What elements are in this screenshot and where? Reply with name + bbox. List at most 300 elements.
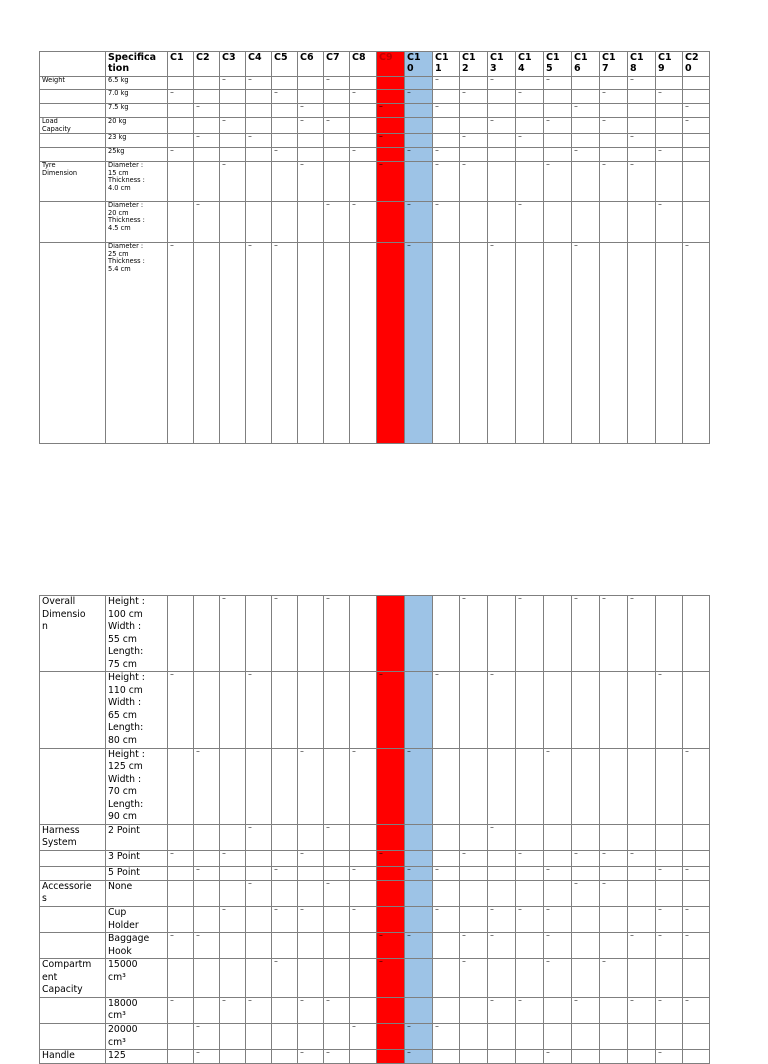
cell-c7 [324,162,350,202]
spec-label: Diameter : 25 cm Thickness : 5.4 cm [106,243,168,444]
cell-c13 [488,596,516,672]
cell-c14 [516,104,544,118]
cell-c8 [350,850,377,866]
cell-c3 [220,162,246,202]
check-mark-icon: ⌣ [407,242,411,250]
table-row [40,134,710,148]
cell-c6 [298,77,324,90]
cell-c3 [220,202,246,243]
check-mark-icon: ⌣ [274,147,278,155]
column-header-c3 [220,52,246,77]
spec-label: 2 Point [106,824,168,850]
check-mark-icon: ⌣ [658,671,662,679]
cell-c14 [516,162,544,202]
table-row [40,1023,710,1049]
cell-c16 [572,907,600,933]
cell-c10 [405,162,433,202]
cell-c15 [544,134,572,148]
cell-c5 [272,243,298,444]
cell-c5 [272,1050,298,1064]
check-mark-icon: ⌣ [326,201,330,209]
cell-c1 [168,997,194,1023]
cell-c9 [377,596,405,672]
cell-c3 [220,933,246,959]
cell-c10 [405,933,433,959]
cell-c7 [324,672,350,748]
column-header-c9 [377,52,405,77]
table-row [40,596,710,672]
cell-c1 [168,933,194,959]
cell-c6 [298,134,324,148]
check-mark-icon: ⌣ [574,850,578,857]
check-mark-icon: ⌣ [546,117,550,124]
group-label [40,907,106,933]
check-mark-icon: ⌣ [685,117,689,124]
cell-c3 [220,90,246,104]
cell-c11 [433,202,460,243]
cell-c19 [656,202,683,243]
cell-c4 [246,596,272,672]
cell-c14 [516,907,544,933]
cell-c11 [433,162,460,202]
cell-c17 [600,118,628,134]
cell-c7 [324,596,350,672]
cell-c6 [298,1050,324,1064]
cell-c13 [488,104,516,118]
check-mark-icon: ⌣ [352,866,356,873]
column-header-label: C4 [248,52,262,63]
cell-c15 [544,118,572,134]
cell-c18 [628,1050,656,1064]
cell-c19 [656,933,683,959]
cell-c2 [194,880,220,906]
cell-c19 [656,672,683,748]
group-label: Overall Dimensio n [40,596,106,672]
cell-c4 [246,866,272,880]
column-header-c5 [272,52,298,77]
cell-c12 [460,90,488,104]
cell-c16 [572,997,600,1023]
cell-c20 [683,880,710,906]
cell-c15 [544,997,572,1023]
check-mark-icon: ⌣ [435,866,439,873]
check-mark-icon: ⌣ [379,103,383,110]
column-header-c1 [168,52,194,77]
cell-c12 [460,104,488,118]
cell-c10 [405,824,433,850]
cell-c19 [656,243,683,444]
group-label: Handle [40,1050,106,1064]
cell-c9 [377,134,405,148]
spec-label: Height : 100 cm Width : 55 cm Length: 75 cm [106,596,168,672]
check-mark-icon: ⌣ [602,117,606,124]
cell-c8 [350,118,377,134]
cell-c20 [683,748,710,824]
table-row [40,866,710,880]
cell-c7 [324,104,350,118]
cell-c1 [168,162,194,202]
cell-c1 [168,748,194,824]
cell-c16 [572,880,600,906]
check-mark-icon: ⌣ [407,866,411,873]
cell-c6 [298,672,324,748]
cell-c17 [600,202,628,243]
cell-c15 [544,748,572,824]
cell-c14 [516,596,544,672]
cell-c11 [433,880,460,906]
cell-c4 [246,243,272,444]
cell-c19 [656,907,683,933]
cell-c13 [488,907,516,933]
cell-c10 [405,959,433,998]
check-mark-icon: ⌣ [248,997,252,1004]
check-mark-icon: ⌣ [300,748,304,755]
header-row [40,52,710,77]
check-mark-icon: ⌣ [518,133,522,141]
check-mark-icon: ⌣ [170,997,174,1004]
check-mark-icon: ⌣ [379,850,383,857]
cell-c18 [628,118,656,134]
cell-c14 [516,866,544,880]
table-row [40,77,710,90]
cell-c18 [628,748,656,824]
cell-c15 [544,933,572,959]
cell-c1 [168,90,194,104]
cell-c20 [683,1023,710,1049]
cell-c1 [168,1023,194,1049]
cell-c18 [628,202,656,243]
cell-c20 [683,824,710,850]
cell-c11 [433,90,460,104]
cell-c17 [600,243,628,444]
cell-c6 [298,118,324,134]
cell-c5 [272,104,298,118]
cell-c8 [350,243,377,444]
cell-c8 [350,162,377,202]
cell-c3 [220,134,246,148]
cell-c19 [656,90,683,104]
cell-c16 [572,1050,600,1064]
check-mark-icon: ⌣ [435,103,439,110]
cell-c16 [572,162,600,202]
column-header-label: C1 0 [407,52,421,75]
column-header-c14 [516,52,544,77]
cell-c4 [246,933,272,959]
cell-c20 [683,90,710,104]
cell-c16 [572,824,600,850]
cell-c1 [168,202,194,243]
check-mark-icon: ⌣ [546,958,550,966]
spec-label: None [106,880,168,906]
check-mark-icon: ⌣ [435,671,439,679]
cell-c2 [194,134,220,148]
cell-c17 [600,997,628,1023]
check-mark-icon: ⌣ [685,242,689,250]
cell-c19 [656,880,683,906]
cell-c9 [377,148,405,162]
cell-c4 [246,104,272,118]
column-header-label: C5 [274,52,288,63]
cell-c9 [377,1023,405,1049]
check-mark-icon: ⌣ [435,161,439,169]
cell-c6 [298,824,324,850]
cell-c10 [405,148,433,162]
cell-c5 [272,90,298,104]
cell-c20 [683,866,710,880]
cell-c3 [220,997,246,1023]
cell-c8 [350,90,377,104]
cell-c10 [405,748,433,824]
column-header-c8 [350,52,377,77]
check-mark-icon: ⌣ [518,201,522,209]
cell-c5 [272,1023,298,1049]
check-mark-icon: ⌣ [300,906,304,914]
cell-c8 [350,866,377,880]
check-mark-icon: ⌣ [274,958,278,966]
cell-c13 [488,162,516,202]
check-mark-icon: ⌣ [546,161,550,169]
cell-c13 [488,148,516,162]
cell-c15 [544,907,572,933]
cell-c9 [377,202,405,243]
cell-c18 [628,134,656,148]
cell-c18 [628,850,656,866]
check-mark-icon: ⌣ [170,89,174,96]
check-mark-icon: ⌣ [379,932,383,940]
column-header-label: C1 5 [546,52,560,75]
check-mark-icon: ⌣ [658,997,662,1004]
cell-c18 [628,148,656,162]
cell-c16 [572,202,600,243]
check-mark-icon: ⌣ [352,89,356,96]
check-mark-icon: ⌣ [435,1023,439,1030]
check-mark-icon: ⌣ [518,89,522,96]
table-row [40,202,710,243]
cell-c4 [246,959,272,998]
check-mark-icon: ⌣ [490,76,494,83]
cell-c4 [246,907,272,933]
cell-c3 [220,596,246,672]
cell-c11 [433,933,460,959]
cell-c9 [377,997,405,1023]
group-label: Tyre Dimension [40,162,106,202]
check-mark-icon: ⌣ [326,824,330,831]
cell-c14 [516,148,544,162]
cell-c9 [377,907,405,933]
check-mark-icon: ⌣ [196,748,200,755]
column-header-label: C9 [379,52,393,63]
column-header-label: C1 3 [490,52,504,75]
check-mark-icon: ⌣ [685,906,689,914]
cell-c14 [516,134,544,148]
cell-c11 [433,596,460,672]
cell-c13 [488,824,516,850]
cell-c12 [460,202,488,243]
cell-c19 [656,77,683,90]
cell-c2 [194,104,220,118]
cell-c2 [194,243,220,444]
cell-c11 [433,118,460,134]
group-label: Load Capacity [40,118,106,134]
cell-c10 [405,1023,433,1049]
cell-c13 [488,933,516,959]
cell-c13 [488,866,516,880]
cell-c7 [324,866,350,880]
cell-c7 [324,1023,350,1049]
cell-c17 [600,933,628,959]
group-label [40,748,106,824]
cell-c4 [246,672,272,748]
cell-c19 [656,1050,683,1064]
spec-label: Cup Holder [106,907,168,933]
cell-c16 [572,850,600,866]
column-header-label: C8 [352,52,366,63]
check-mark-icon: ⌣ [658,1049,662,1057]
cell-c4 [246,90,272,104]
spec-label: Diameter : 20 cm Thickness : 4.5 cm [106,202,168,243]
cell-c11 [433,672,460,748]
check-mark-icon: ⌣ [170,147,174,155]
cell-c13 [488,1050,516,1064]
cell-c6 [298,162,324,202]
cell-c15 [544,880,572,906]
check-mark-icon: ⌣ [326,76,330,83]
column-header-c12 [460,52,488,77]
cell-c8 [350,672,377,748]
cell-c7 [324,907,350,933]
cell-c5 [272,850,298,866]
cell-c12 [460,596,488,672]
cell-c13 [488,243,516,444]
cell-c15 [544,1050,572,1064]
check-mark-icon: ⌣ [170,242,174,250]
cell-c18 [628,933,656,959]
check-mark-icon: ⌣ [630,595,634,602]
cell-c14 [516,824,544,850]
check-mark-icon: ⌣ [170,671,174,679]
spec-label: Diameter : 15 cm Thickness : 4.0 cm [106,162,168,202]
cell-c2 [194,202,220,243]
column-header-label: C2 0 [685,52,699,75]
cell-c10 [405,880,433,906]
check-mark-icon: ⌣ [407,1023,411,1030]
check-mark-icon: ⌣ [630,133,634,141]
cell-c2 [194,997,220,1023]
check-mark-icon: ⌣ [326,117,330,124]
check-mark-icon: ⌣ [326,1049,330,1057]
cell-c19 [656,866,683,880]
cell-c5 [272,134,298,148]
cell-c5 [272,866,298,880]
cell-c2 [194,933,220,959]
column-header-label: C1 1 [435,52,449,75]
cell-c16 [572,866,600,880]
check-mark-icon: ⌣ [462,958,466,966]
cell-c1 [168,672,194,748]
check-mark-icon: ⌣ [518,997,522,1004]
table-row [40,933,710,959]
check-mark-icon: ⌣ [602,161,606,169]
cell-c15 [544,866,572,880]
check-mark-icon: ⌣ [602,850,606,857]
table-row [40,997,710,1023]
cell-c4 [246,162,272,202]
cell-c18 [628,880,656,906]
cell-c9 [377,866,405,880]
cell-c3 [220,824,246,850]
cell-c9 [377,1050,405,1064]
cell-c12 [460,148,488,162]
cell-c17 [600,824,628,850]
column-header-c16 [572,52,600,77]
cell-c10 [405,596,433,672]
cell-c6 [298,907,324,933]
check-mark-icon: ⌣ [658,906,662,914]
cell-c13 [488,77,516,90]
column-header-c19 [656,52,683,77]
cell-c11 [433,104,460,118]
cell-c15 [544,850,572,866]
check-mark-icon: ⌣ [490,906,494,914]
check-mark-icon: ⌣ [274,866,278,873]
cell-c2 [194,850,220,866]
cell-c20 [683,672,710,748]
cell-c15 [544,824,572,850]
cell-c2 [194,907,220,933]
cell-c17 [600,90,628,104]
cell-c11 [433,866,460,880]
column-header-c7 [324,52,350,77]
cell-c3 [220,866,246,880]
cell-c11 [433,959,460,998]
cell-c13 [488,202,516,243]
check-mark-icon: ⌣ [658,932,662,940]
column-header-c15 [544,52,572,77]
cell-c16 [572,748,600,824]
check-mark-icon: ⌣ [574,242,578,250]
check-mark-icon: ⌣ [518,850,522,857]
cell-c7 [324,90,350,104]
cell-c19 [656,148,683,162]
check-mark-icon: ⌣ [196,133,200,141]
cell-c4 [246,1023,272,1049]
cell-c5 [272,118,298,134]
check-mark-icon: ⌣ [352,906,356,914]
cell-c13 [488,134,516,148]
check-mark-icon: ⌣ [170,932,174,940]
cell-c19 [656,824,683,850]
cell-c10 [405,1050,433,1064]
check-mark-icon: ⌣ [490,117,494,124]
cell-c2 [194,77,220,90]
cell-c9 [377,850,405,866]
cell-c2 [194,596,220,672]
cell-c6 [298,997,324,1023]
cell-c13 [488,1023,516,1049]
cell-c11 [433,824,460,850]
cell-c7 [324,243,350,444]
cell-c3 [220,104,246,118]
cell-c5 [272,880,298,906]
spec-table-top [39,51,710,444]
check-mark-icon: ⌣ [602,958,606,966]
cell-c7 [324,118,350,134]
check-mark-icon: ⌣ [602,595,606,602]
cell-c1 [168,1050,194,1064]
cell-c17 [600,104,628,118]
cell-c9 [377,243,405,444]
check-mark-icon: ⌣ [248,880,252,887]
